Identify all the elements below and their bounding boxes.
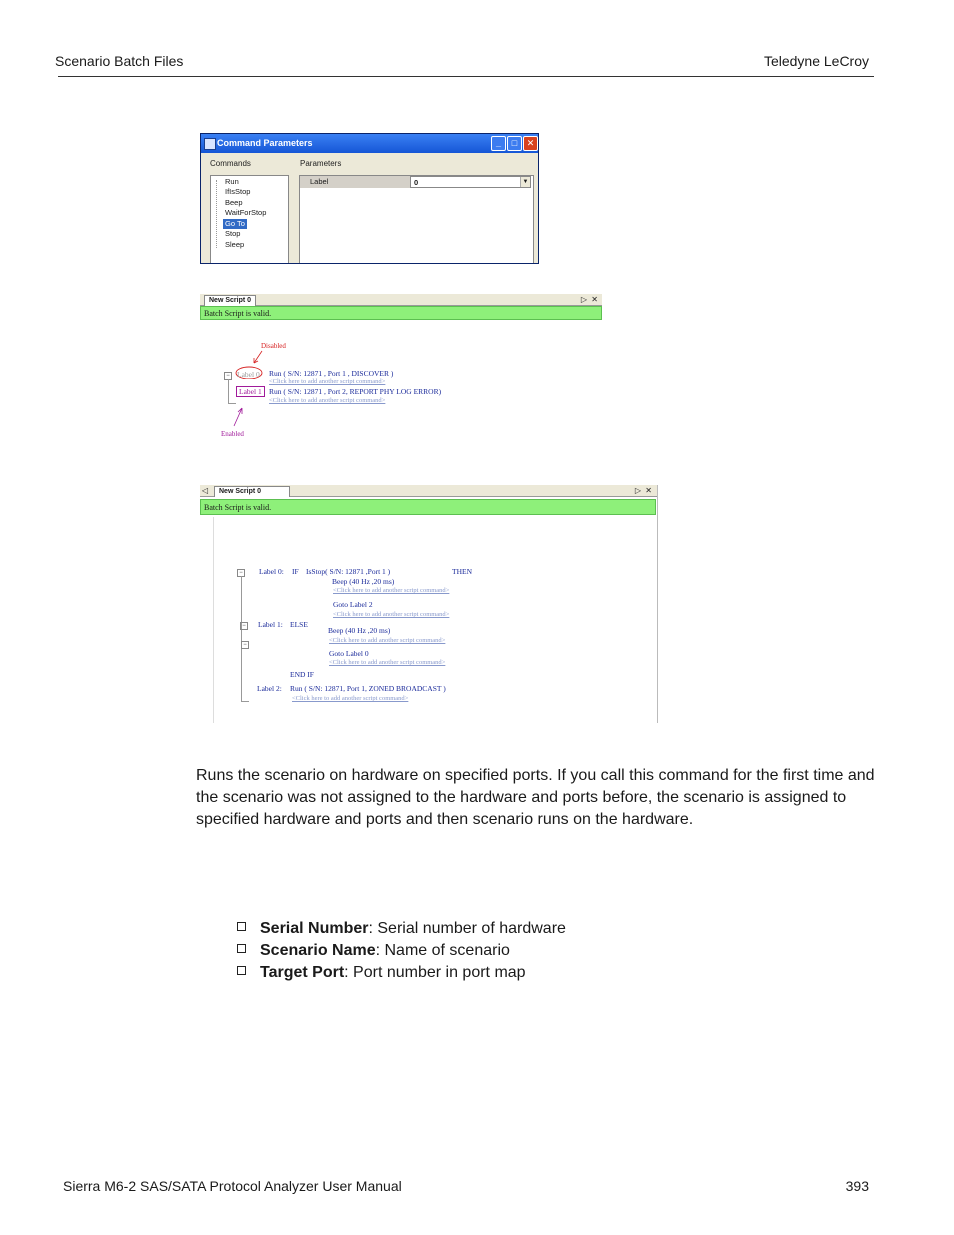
tab-new-script[interactable]: New Script 0 — [214, 486, 290, 497]
script-tab-bar — [200, 485, 657, 497]
add-command-link[interactable]: <Click here to add another script command> — [329, 659, 446, 666]
command-run[interactable]: Run — [225, 177, 239, 186]
isstop-condition[interactable]: IsStop( S/N: 12871 ,Port 1 ) — [306, 567, 391, 576]
parameters-grid — [299, 175, 534, 264]
dialog-title: Command Parameters — [217, 138, 313, 148]
checkbox-bullet-icon — [237, 966, 246, 975]
collapse-icon[interactable]: − — [237, 569, 245, 577]
param-value-select[interactable] — [410, 176, 531, 188]
beep-command-1[interactable]: Beep (40 Hz ,20 ms) — [332, 577, 395, 586]
bullet-serial-number: Serial Number: Serial number of hardware — [237, 918, 566, 940]
goto-label-2[interactable]: Goto Label 2 — [333, 600, 373, 609]
label-1-enabled[interactable]: Label 1 — [236, 386, 265, 397]
app-icon — [204, 138, 216, 150]
commands-tree — [210, 175, 289, 264]
else-keyword[interactable]: ELSE — [290, 620, 308, 629]
then-keyword[interactable]: THEN — [452, 567, 472, 576]
maximize-icon[interactable]: □ — [507, 136, 522, 151]
run-command-1[interactable]: Run ( S/N: 12871 , Port 1 , DISCOVER ) — [269, 369, 394, 378]
param-row-label — [300, 176, 533, 188]
dialog-title-bar — [201, 134, 538, 153]
command-stop[interactable]: Stop — [225, 229, 241, 238]
param-name: Label — [300, 176, 410, 188]
command-goto[interactable]: Go To — [225, 219, 245, 228]
command-parameters-dialog — [200, 133, 539, 264]
command-sleep[interactable]: Sleep — [225, 240, 245, 249]
add-command-link[interactable]: <Click here to add another script command> — [333, 611, 450, 618]
parameters-label: Parameters — [300, 159, 342, 168]
param-value: 0 — [414, 178, 419, 187]
run-description-paragraph: Runs the scenario on hardware on specified ports. If you call this command for the first time and the scenario was not assigned to the hardware and ports before, the scenario is assigned to specified hardware and ports and then scenario runs on the hardware. — [196, 767, 875, 828]
collapse-icon[interactable]: − — [240, 622, 248, 630]
add-command-link[interactable]: <Click here to add another script command> — [329, 637, 446, 644]
tree-guide-line — [216, 180, 222, 248]
run-command-2[interactable]: Run ( S/N: 12871 , Port 2, REPORT PHY LOG ERROR) — [269, 387, 442, 396]
script-tab-bar — [200, 294, 602, 306]
script-panel-2 — [200, 485, 658, 723]
footer-manual-title: Sierra M6-2 SAS/SATA Protocol Analyzer User Manual — [63, 1178, 402, 1194]
enabled-arrow-icon — [230, 404, 250, 428]
header-rule — [58, 76, 874, 77]
run-command[interactable]: Run ( S/N: 12871, Port 1, ZONED BROADCAST ) — [290, 684, 446, 693]
tree-line — [241, 576, 242, 701]
validation-status: Batch Script is valid. — [200, 306, 602, 320]
enabled-annotation: Enabled — [221, 430, 244, 438]
script-panel-1 — [200, 294, 602, 444]
if-keyword[interactable]: IF — [292, 567, 299, 576]
label-0[interactable]: Label 0: — [259, 567, 284, 576]
play-icon[interactable]: ▷ — [634, 486, 641, 495]
close-icon[interactable]: ✕ — [645, 486, 652, 495]
tab-new-script[interactable]: New Script 0 — [204, 295, 256, 306]
commands-label: Commands — [210, 159, 251, 168]
collapse-icon[interactable]: − — [224, 372, 232, 380]
add-command-link[interactable]: <Click here to add another script command> — [333, 587, 450, 594]
bullet-scenario-name: Scenario Name: Name of scenario — [237, 940, 510, 962]
command-waitforstop[interactable]: WaitForStop — [225, 208, 267, 217]
left-gutter — [213, 517, 214, 723]
beep-command-2[interactable]: Beep (40 Hz ,20 ms) — [328, 626, 391, 635]
collapse-icon[interactable]: − — [241, 641, 249, 649]
checkbox-bullet-icon — [237, 944, 246, 953]
chevron-down-icon[interactable]: ▼ — [520, 177, 530, 187]
add-command-link[interactable]: <Click here to add another script command> — [292, 695, 409, 702]
close-icon[interactable]: ✕ — [523, 136, 538, 151]
tree-line — [228, 379, 229, 403]
checkbox-bullet-icon — [237, 922, 246, 931]
add-command-link[interactable]: <Click here to add another script command> — [269, 397, 386, 404]
label-0-disabled[interactable]: Label 0 — [237, 370, 260, 379]
disabled-annotation: Disabled — [261, 342, 286, 350]
bullet-target-port: Target Port: Port number in port map — [237, 962, 526, 984]
command-ifisstop[interactable]: IfIsStop — [225, 187, 251, 196]
play-icon[interactable]: ▷ — [580, 295, 587, 304]
scroll-left-icon[interactable]: ◁ — [202, 486, 209, 495]
running-header-section: Scenario Batch Files — [55, 53, 184, 69]
minimize-icon[interactable]: _ — [491, 136, 506, 151]
validation-status: Batch Script is valid. — [200, 499, 656, 515]
tree-line — [241, 701, 249, 702]
goto-label-0[interactable]: Goto Label 0 — [329, 649, 369, 658]
close-icon[interactable]: ✕ — [591, 295, 598, 304]
command-beep[interactable]: Beep — [225, 198, 243, 207]
page-number: 393 — [845, 1178, 869, 1194]
endif-keyword[interactable]: END IF — [290, 670, 314, 679]
add-command-link[interactable]: <Click here to add another script command> — [269, 378, 386, 385]
label-1[interactable]: Label 1: — [258, 620, 283, 629]
label-2[interactable]: Label 2: — [257, 684, 282, 693]
running-header-company: Teledyne LeCroy — [763, 53, 869, 69]
